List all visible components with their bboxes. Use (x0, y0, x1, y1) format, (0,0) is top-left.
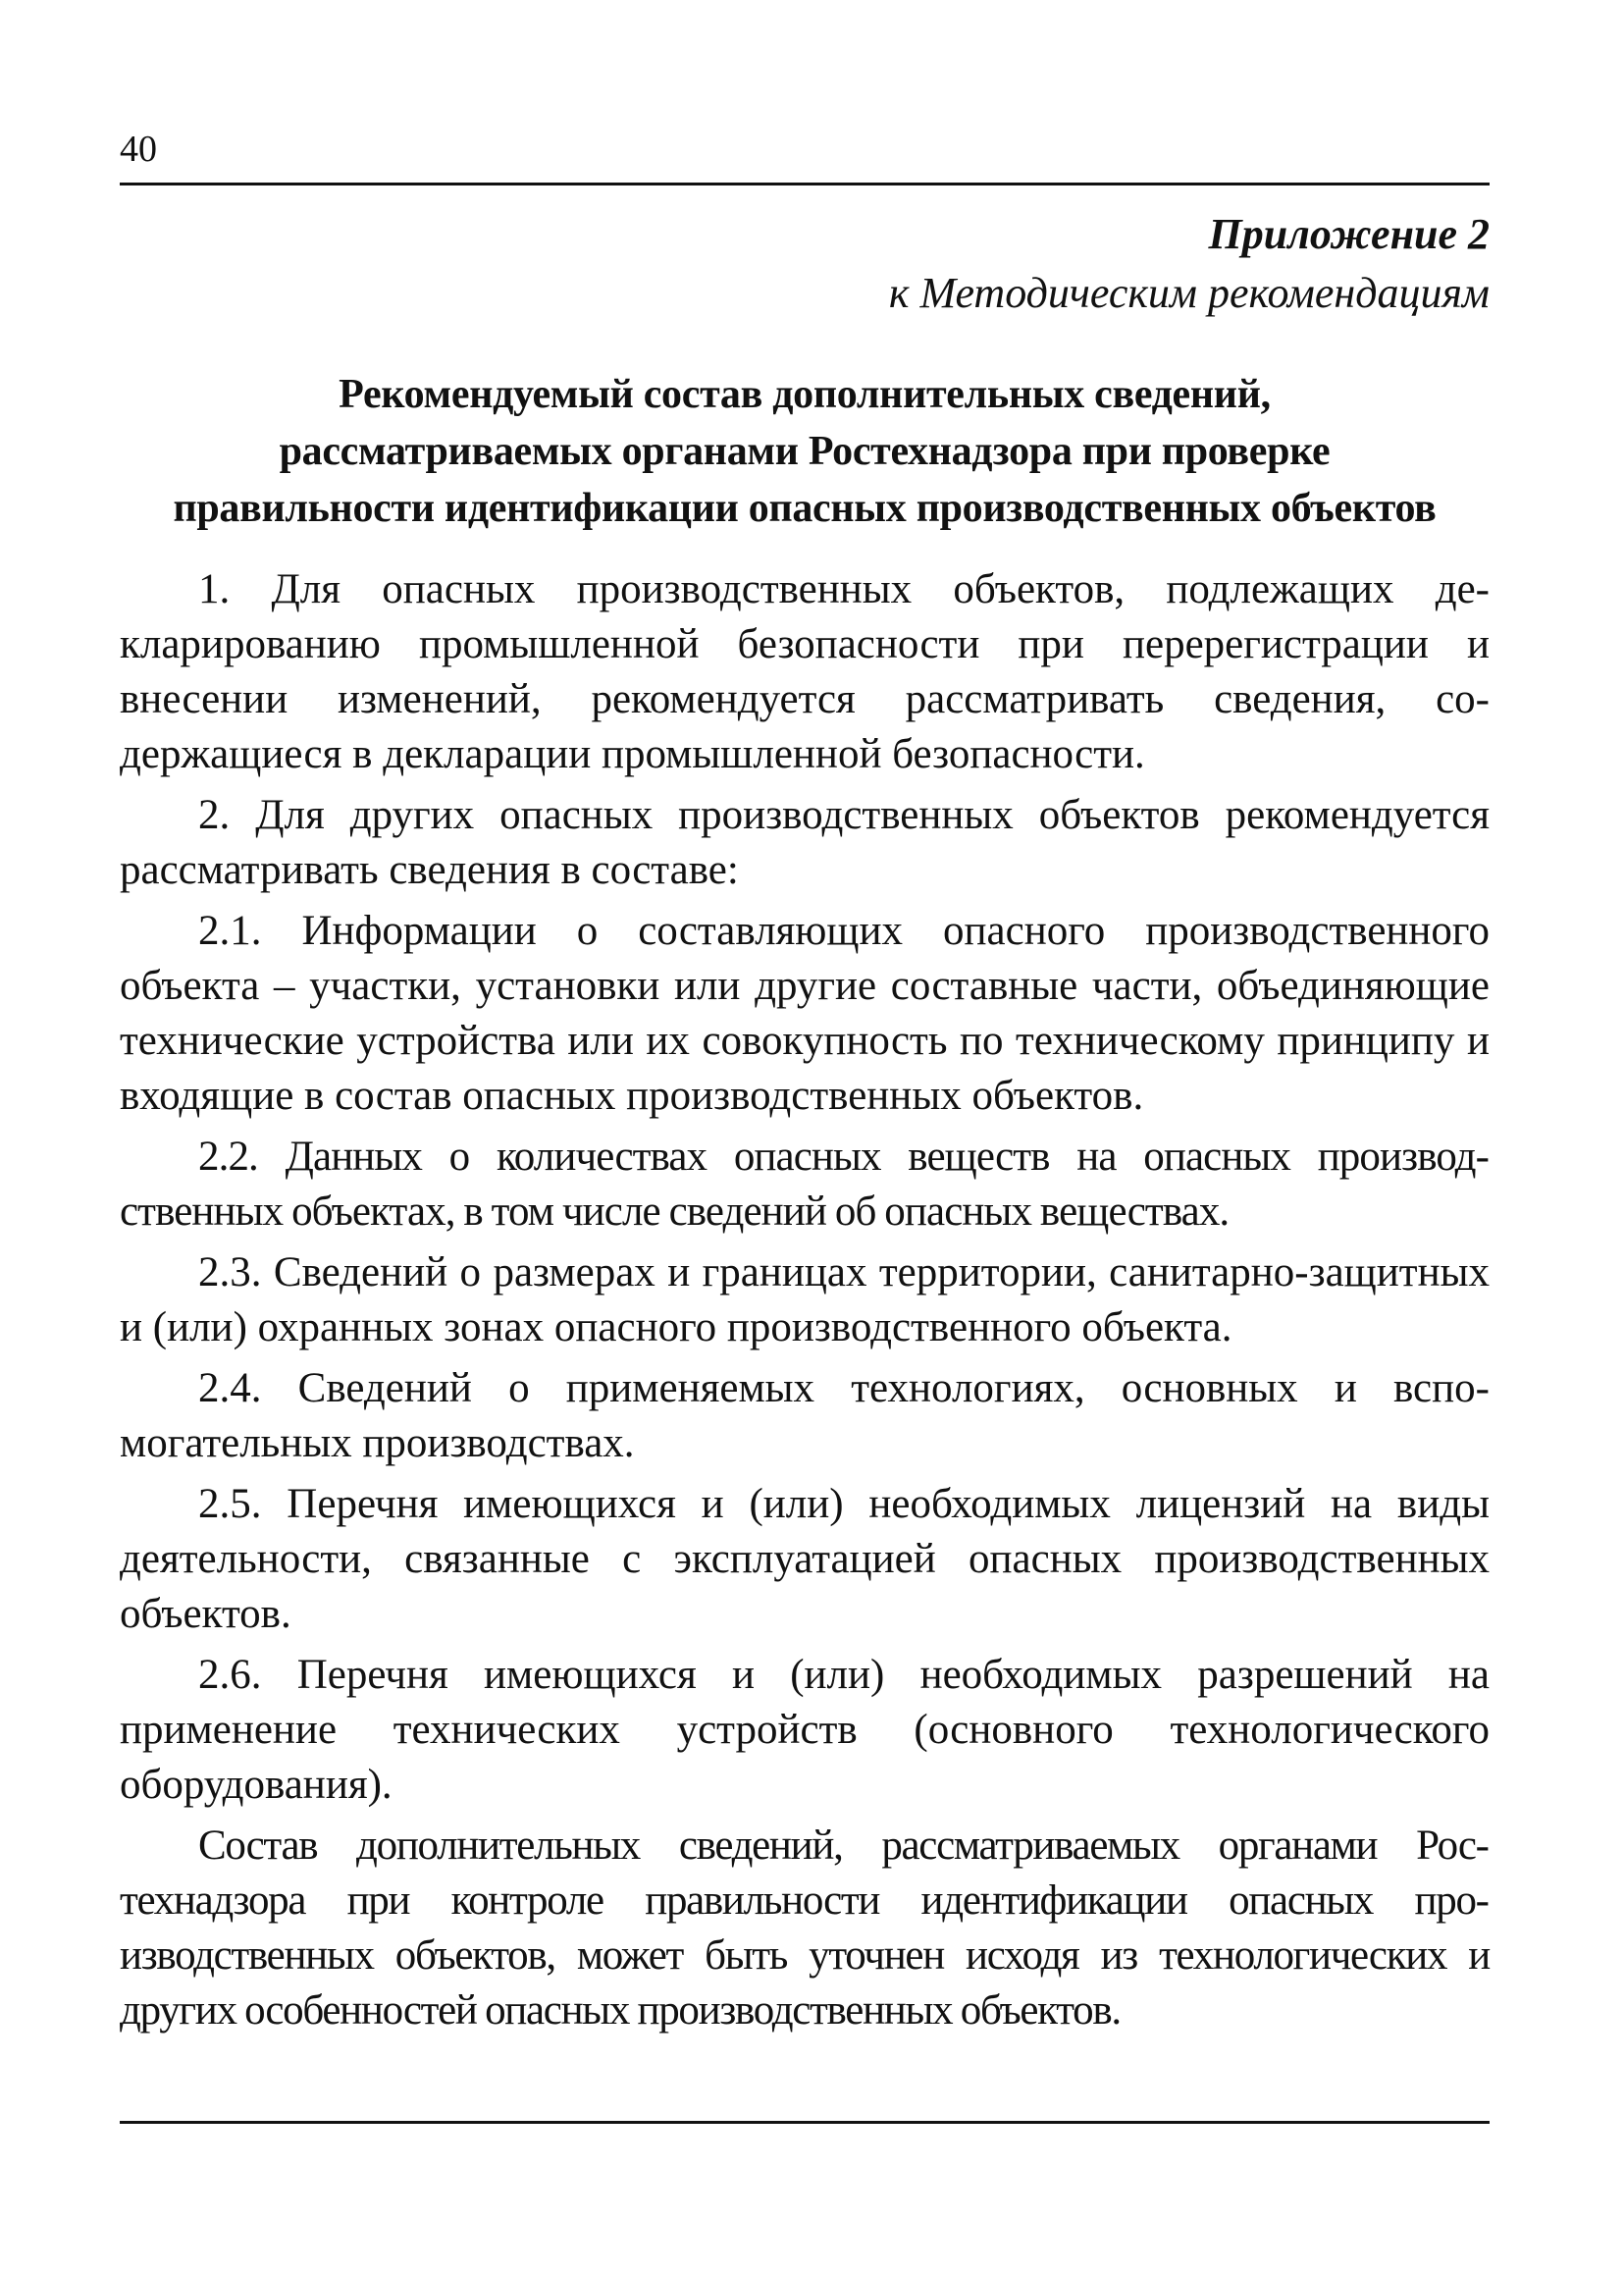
appendix-subtitle: к Методическим рекомендациям (888, 269, 1490, 317)
document-title-line: рассматриваемых органами Ростехнадзора при проверке (279, 429, 1331, 474)
document-body (120, 562, 1490, 2038)
document-title-line: Рекомендуемый состав дополнительных сведений, (339, 372, 1271, 417)
paragraph-2-3: 2.3. Сведений о размерах и границах территории, санитарно-защитных и (или) охранных зонах опасного производственного объекта. (120, 1249, 1490, 1350)
page-header (120, 126, 1490, 185)
page-number: 40 (120, 129, 157, 170)
appendix-title: Приложение 2 (1208, 210, 1490, 258)
paragraph-2: 2. Для других опасных производственных объектов рекомендуется рассматривать сведения в составе: (120, 792, 1490, 893)
paragraph-closing: Состав дополнительных сведений, рассматриваемых органами Ростехнадзора при контроле правильности идентификации опасных производственных объектов, может быть уточнен исходя из технологических и других особенностей опасных производственных объектов. (120, 1823, 1490, 2034)
appendix-label (120, 205, 1490, 323)
paragraph-2-4: 2.4. Сведений о применяемых технологиях, основных и вспомогательных производствах. (120, 1365, 1490, 1466)
document-title (120, 366, 1490, 537)
document-title-line: правильности идентификации опасных производственных объектов (173, 486, 1437, 531)
paragraph-2-6: 2.6. Перечня имеющихся и (или) необходимых разрешений на применение технических устройств (основного технологического оборудования). (120, 1652, 1490, 1808)
paragraph-2-5: 2.5. Перечня имеющихся и (или) необходимых лицензий на виды деятельности, связанные с эксплуатацией опасных производственных объектов. (120, 1481, 1490, 1637)
footer-divider (120, 2121, 1490, 2124)
document-page (120, 126, 1490, 2044)
paragraph-2-1: 2.1. Информации о составляющих опасного производственного объекта – участки, установки или другие составные части, объединяющие технические устройства или их совокупность по техническому принципу и входящие в состав опасных производственных объектов. (120, 908, 1490, 1119)
paragraph-2-2: 2.2. Данных о количествах опасных веществ на опасных производственных объектах, в том числе сведений об опасных веществах. (120, 1134, 1490, 1235)
paragraph-1: 1. Для опасных производственных объектов, подлежащих декларированию промышленной безопасности при перерегистрации и внесении изменений, рекомендуется рассматривать сведения, содержащиеся в декларации промышленной безопасности. (120, 566, 1490, 777)
